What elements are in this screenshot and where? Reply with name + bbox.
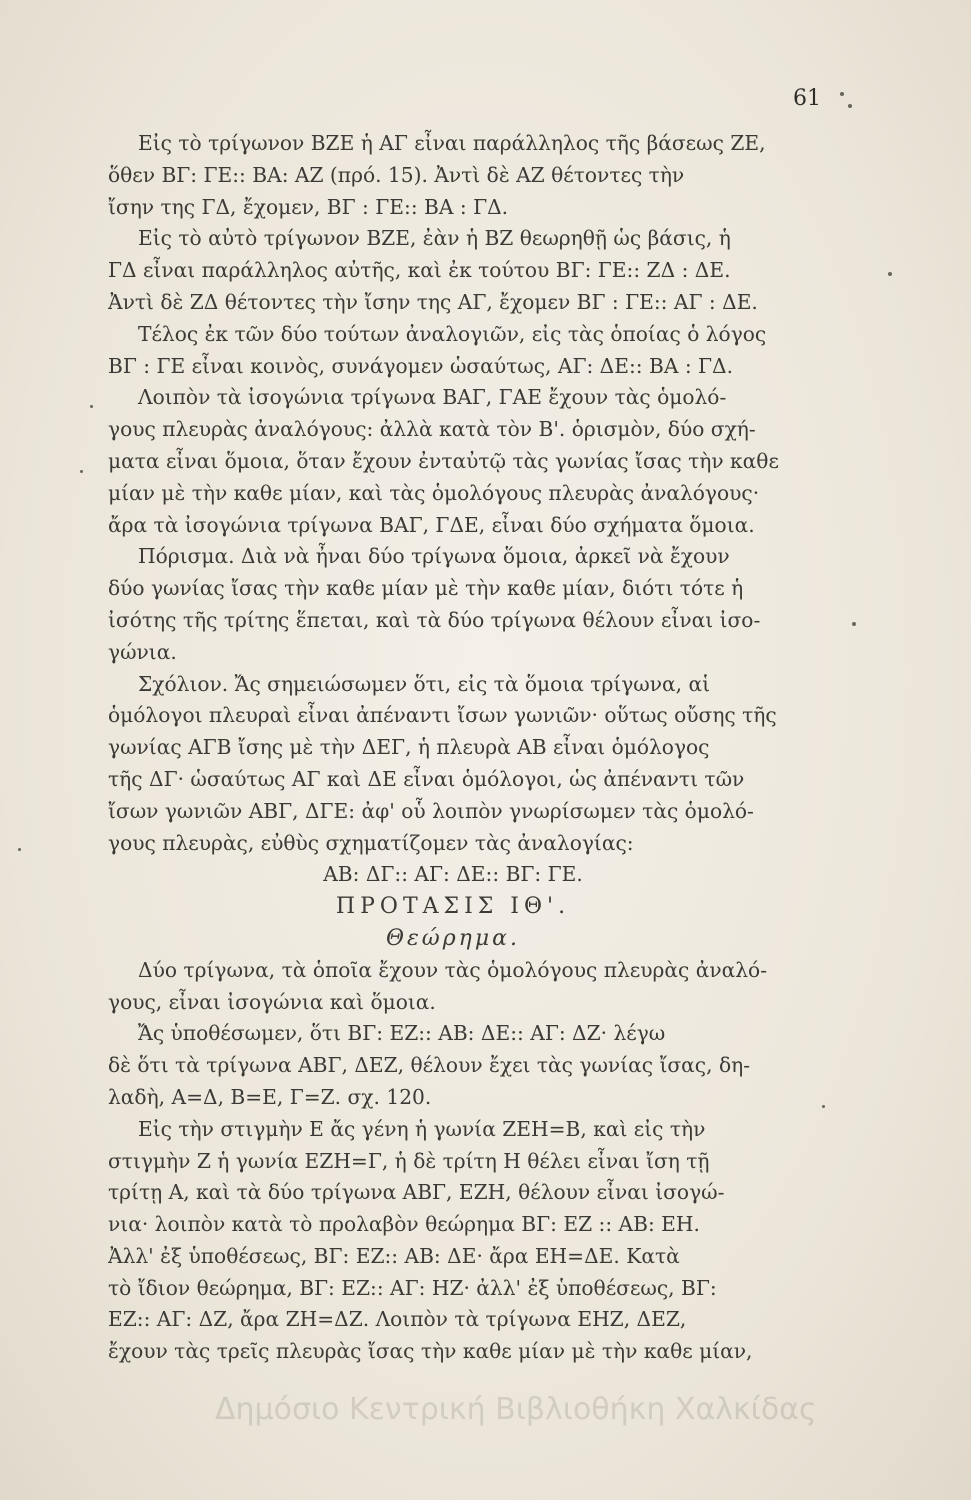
text-line: ΒΓ : ΓΕ εἶναι κοινὸς, συνάγομεν ὡσαύτως, ΑΓ: ΔΕ:: ΒΑ : ΓΔ. — [108, 353, 734, 378]
text-line: ἴσην της ΓΔ, ἔχομεν, ΒΓ : ΓΕ:: ΒΑ : ΓΔ. — [108, 194, 509, 219]
paper-speck — [852, 622, 856, 626]
proposition-heading: ΠΡΟΤΑΣΙΣ ΙΘ'. — [335, 894, 571, 920]
paper-speck — [80, 470, 83, 473]
text-line: ἄρα τὰ ἰσογώνια τρίγωνα ΒΑΓ, ΓΔΕ, εἶναι δύο σχήματα ὅμοια. — [108, 512, 755, 537]
text-line: λαδὴ, Α=Δ, Β=Ε, Γ=Ζ. σχ. 120. — [108, 1084, 432, 1109]
text-line: δύο γωνίας ἴσας τὴν καθε μίαν μὲ τὴν καθε μίαν, διότι τότε ἡ — [108, 576, 744, 601]
text-line: Πόρισμα. Διὰ νὰ ἦναι δύο τρίγωνα ὅμοια, ἀρκεῖ νὰ ἔχουν — [138, 544, 730, 569]
text-line: γώνια. — [108, 639, 177, 664]
proportion-formula: ΑΒ: ΔΓ:: ΑΓ: ΔΕ:: ΒΓ: ΓΕ. — [323, 862, 583, 887]
paper-speck — [18, 848, 21, 851]
text-line: γωνίας ΑΓΒ ἴσης μὲ τὴν ΔΕΓ, ἡ πλευρὰ ΑΒ εἶναι ὁμόλογος — [108, 735, 710, 760]
text-line: ΓΔ εἶναι παράλληλος αὐτῆς, καὶ ἐκ τούτου ΒΓ: ΓΕ:: ΖΔ : ΔΕ. — [108, 258, 731, 283]
text-line: γους πλευρὰς, εὐθὺς σχηματίζομεν τὰς ἀναλογίας: — [108, 830, 634, 855]
text-line: ΕΖ:: ΑΓ: ΔΖ, ἄρα ΖΗ=ΔΖ. Λοιπὸν τὰ τρίγωνα ΕΗΖ, ΔΕΖ, — [108, 1307, 687, 1332]
text-line: ματα εἶναι ὅμοια, ὅταν ἔχουν ἐνταὐτῷ τὰς γωνίας ἴσας τὴν καθε — [108, 448, 779, 473]
library-watermark: Δημόσιο Κεντρική Βιβλιοθήκη Χαλκίδας — [215, 1392, 817, 1427]
text-line: γους, εἶναι ἰσογώνια καὶ ὅμοια. — [108, 989, 436, 1014]
paper-speck — [848, 104, 852, 108]
text-line: ὁμόλογοι πλευραὶ εἶναι ἀπέναντι ἴσων γωνιῶν· οὕτως οὔσης τῆς — [108, 703, 777, 728]
text-line: Ἄς ὑποθέσωμεν, ὅτι ΒΓ: ΕΖ:: ΑΒ: ΔΕ:: ΑΓ: ΔΖ· λέγω — [138, 1021, 666, 1046]
text-line: Εἰς τὸ αὐτὸ τρίγωνον ΒΖΕ, ἐὰν ἡ ΒΖ θεωρηθῇ ὡς βάσις, ἡ — [138, 226, 731, 251]
text-line: ὅθεν ΒΓ: ΓΕ:: ΒΑ: ΑΖ (πρό. 15). Ἀντὶ δὲ ΑΖ θέτοντες τὴν — [108, 162, 685, 187]
text-line: Σχόλιον. Ἄς σημειώσωμεν ὅτι, εἰς τὰ ὅμοια τρίγωνα, αἱ — [138, 671, 711, 696]
text-line: τὸ ἴδιον θεώρημα, ΒΓ: ΕΖ:: ΑΓ: ΗΖ· ἀλλ' ἐξ ὑποθέσεως, ΒΓ: — [108, 1275, 717, 1300]
theorem-heading: Θεώρημα. — [385, 925, 521, 951]
text-line: Λοιπὸν τὰ ἰσογώνια τρίγωνα ΒΑΓ, ΓΑΕ ἔχουν τὰς ὁμολό- — [138, 385, 727, 410]
text-line: Εἰς τὸ τρίγωνον ΒΖΕ ἡ ΑΓ εἶναι παράλληλος τῆς βάσεως ΖΕ, — [138, 131, 766, 155]
text-line: Τέλος ἐκ τῶν δύο τούτων ἀναλογιῶν, εἰς τὰς ὁποίας ὁ λόγος — [138, 321, 767, 346]
page-text — [108, 128, 798, 1368]
text-line: Δύο τρίγωνα, τὰ ὁποῖα ἔχουν τὰς ὁμολόγους πλευρὰς ἀναλό- — [138, 957, 768, 982]
text-line: τρίτῃ Α, καὶ τὰ δύο τρίγωνα ΑΒΓ, ΕΖΗ, θέλουν εἶναι ἰσογώ- — [108, 1180, 725, 1205]
paper-speck — [90, 405, 93, 408]
paper-speck — [888, 272, 892, 276]
text-line: στιγμὴν Ζ ἡ γωνία ΕΖΗ=Γ, ἡ δὲ τρίτη Η θέλει εἶναι ἴση τῇ — [108, 1148, 710, 1173]
text-line: Εἰς τὴν στιγμὴν Ε ἄς γένη ἡ γωνία ΖΕΗ=Β, καὶ εἰς τὴν — [138, 1116, 706, 1141]
text-line: Ἀντὶ δὲ ΖΔ θέτοντες τὴν ἴσην της ΑΓ, ἔχομεν ΒΓ : ΓΕ:: ΑΓ : ΔΕ. — [108, 289, 758, 314]
text-line: Ἀλλ' ἐξ ὑποθέσεως, ΒΓ: ΕΖ:: ΑΒ: ΔΕ· ἄρα ΕΗ=ΔΕ. Κατὰ — [108, 1243, 680, 1268]
page-number: 61 — [793, 86, 821, 111]
paper-speck — [840, 92, 844, 96]
text-line: ἰσότης τῆς τρίτης ἕπεται, καὶ τὰ δύο τρίγωνα θέλουν εἶναι ἰσο- — [108, 607, 761, 632]
text-line: μίαν μὲ τὴν καθε μίαν, καὶ τὰς ὁμολόγους πλευρὰς ἀναλόγους· — [108, 480, 760, 505]
paper-speck — [822, 1105, 825, 1108]
text-line: γους πλευρὰς ἀναλόγους: ἀλλὰ κατὰ τὸν Β'. ὁρισμὸν, δύο σχή- — [108, 417, 756, 442]
text-line: νια· λοιπὸν κατὰ τὸ προλαβὸν θεώρημα ΒΓ: ΕΖ :: ΑΒ: ΕΗ. — [108, 1212, 700, 1237]
text-line: δὲ ὅτι τὰ τρίγωνα ΑΒΓ, ΔΕΖ, θέλουν ἔχει τὰς γωνίας ἴσας, δη- — [108, 1053, 751, 1078]
text-line: ἴσων γωνιῶν ΑΒΓ, ΔΓΕ: ἀφ' οὗ λοιπὸν γνωρίσωμεν τὰς ὁμολό- — [108, 798, 754, 823]
text-line: ἔχουν τὰς τρεῖς πλευρὰς ἴσας τὴν καθε μίαν μὲ τὴν καθε μίαν, — [108, 1339, 753, 1364]
text-line: τῆς ΔΓ· ὡσαύτως ΑΓ καὶ ΔΕ εἶναι ὁμόλογοι, ὡς ἀπέναντι τῶν — [108, 766, 745, 791]
